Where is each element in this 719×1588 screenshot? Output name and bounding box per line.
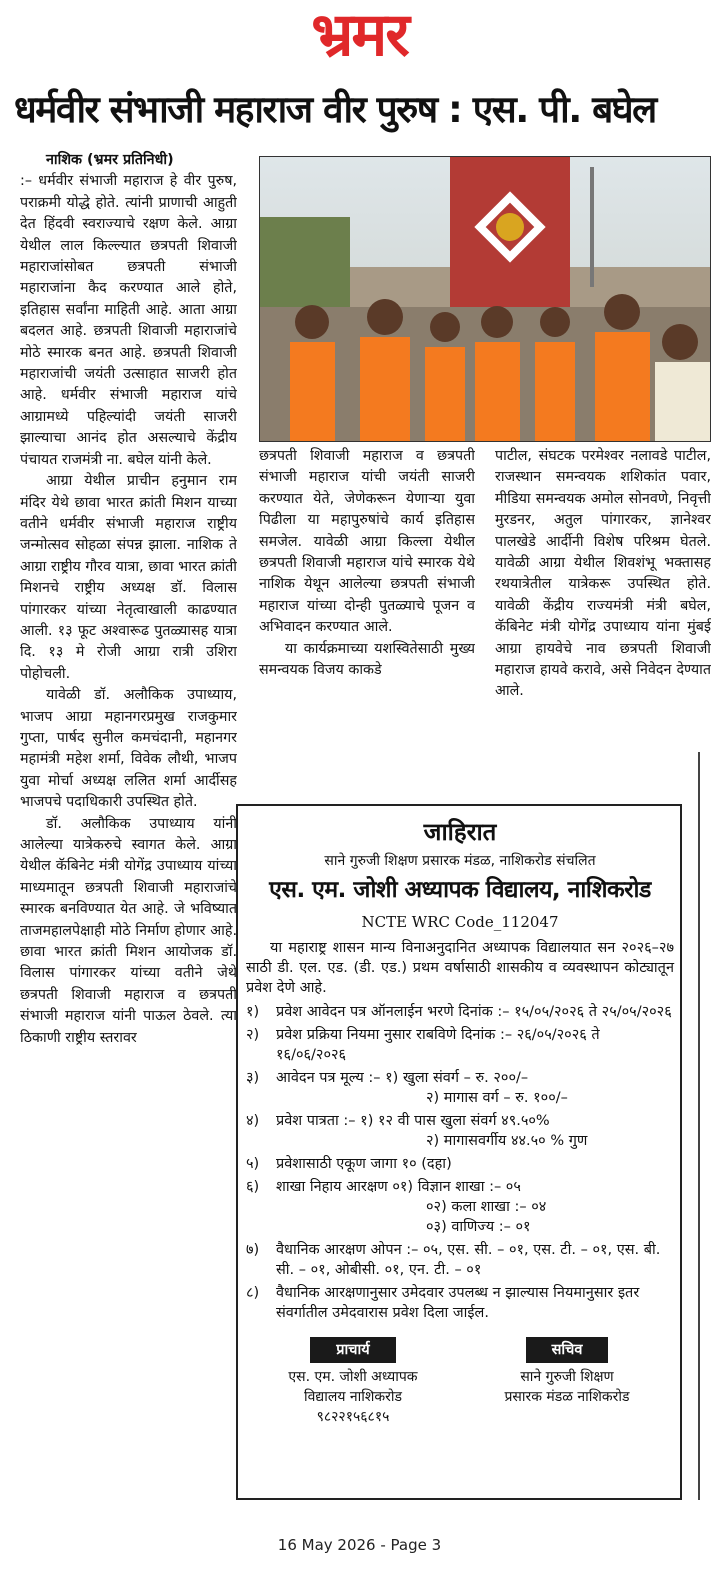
ad-list-item — [246, 1002, 674, 1022]
principal-line: एस. एम. जोशी अध्यापक — [288, 1369, 418, 1385]
ad-item-number: २) — [246, 1027, 260, 1043]
principal-badge: प्राचार्य — [310, 1337, 395, 1363]
ad-signatories — [246, 1337, 674, 1427]
ad-item-text: वैधानिक आरक्षण ओपन :– ०५, एस. सी. – ०१, एस. टी. – ०१, एस. बी. सी. – ०१, ओबीसी. ०१, एन. टी. – ०१ — [276, 1242, 661, 1278]
ad-item-text: शाखा निहाय आरक्षण ०१) विज्ञान शाखा :– ०५ — [276, 1179, 521, 1195]
ad-title: जाहिरात — [423, 818, 497, 846]
article-headline: धर्मवीर संभाजी महाराज वीर पुरुष : एस. पी. बघेल — [14, 88, 656, 131]
ad-item-subline: २) मागासवर्गीय ४४.५० % गुण — [426, 1133, 588, 1149]
ad-list-item — [246, 1068, 674, 1108]
adjacent-article-strip — [698, 752, 719, 1500]
secretary-badge: सचिव — [526, 1337, 609, 1363]
secretary-line: साने गुरुजी शिक्षण — [520, 1369, 614, 1385]
article-dateline: नाशिक (भ्रमर प्रतिनिधी) — [46, 152, 174, 168]
ad-item-number: ३) — [246, 1070, 260, 1086]
ad-item-text: आवेदन पत्र मूल्य :– १) खुला संवर्ग – रु. २००/– — [276, 1070, 529, 1086]
ad-item-number: ७) — [246, 1242, 260, 1258]
ad-ncte-code: NCTE WRC Code_112047 — [361, 913, 559, 931]
ad-item-body — [276, 1177, 674, 1237]
principal-line: विद्यालय नाशिकरोड — [303, 1389, 403, 1405]
masthead-title: भ्रमर — [311, 0, 408, 70]
ad-item-text: प्रवेशासाठी एकूण जागा १० (दहा) — [276, 1156, 452, 1172]
article-paragraph: :– धर्मवीर संभाजी महाराज हे वीर पुरुष, पराक्रमी योद्धे होते. त्यांनी प्राणाची आहुती देत हिंदवी स्वराज्याचे रक्षण केले. आग्रा येथील लाल किल्ल्यात छत्रपती शिवाजी महाराजांसोबत छत्रपती संभाजी महाराजांना कैद करण्यात आले होते, इतिहास सर्वांना माहिती आहे. आता आग्रा बदलत आहे. छत्रपती शिवाजी महाराजांचे मोठे स्मारक बनत आहे. छत्रपती शिवाजी महाराजांची जयंती उत्साहात साजरी होत आहे. धर्मवीर संभाजी महाराज यांचे आग्रामध्ये पहिल्यांदी जयंती साजरी झाल्याचा आनंद होत असल्याचे केंद्रीय पंचायत राजमंत्री ना. बघेल यांनी केले. — [20, 173, 237, 468]
ad-list-item — [246, 1154, 674, 1174]
ad-item-subline: ०२) कला शाखा :– ०४ — [426, 1199, 547, 1215]
ad-list — [246, 1002, 674, 1323]
article-paragraph: छत्रपती शिवाजी महाराज व छत्रपती संभाजी महाराज यांची जयंती साजरी करण्यात येते, जेणेकरून येणाऱ्या युवा पिढीला या महापुरुषांचे कार्य इतिहास समजेल. यावेळी आग्रा किल्ला येथील छत्रपती शिवाजी महाराज यांचे स्मारक येथे नाशिक येथून आलेल्या छत्रपती संभाजी महाराज यांच्या दोन्ही पुतळ्याचे पूजन व अभिवादन करण्यात आले. — [259, 448, 475, 636]
ad-list-item — [246, 1240, 674, 1280]
news-photo-illustration — [260, 157, 710, 441]
admission-advertisement — [236, 804, 682, 1500]
ad-list-item — [246, 1025, 674, 1065]
ad-list-item — [246, 1177, 674, 1237]
article-column-1 — [20, 150, 237, 1528]
article-paragraph: या कार्यक्रमाच्या यशस्वितेसाठी मुख्य समन्वयक विजय काकडे — [259, 640, 475, 679]
page-footer: 16 May 2026 - Page 3 — [277, 1536, 442, 1554]
ad-item-number: ५) — [246, 1156, 260, 1172]
ad-intro: या महाराष्ट्र शासन मान्य विनाअनुदानित अध्यापक विद्यालयात सन २०२६–२७ साठी डी. एल. एड. (डी. एड.) प्रथम वर्षासाठी शासकीय व व्यवस्थापन कोट्यातून प्रवेश देणे आहे. — [246, 940, 674, 996]
article-paragraph: पाटील, संघटक परमेश्वर नलावडे पाटील, राजस्थान समन्वयक शशिकांत पवार, मीडिया समन्वयक अमोल सोनवणे, निवृत्ती मुरडनर, अतुल पांगारकर, ज्ञानेश्वर पालखेडे आर्दीनी विशेष परिश्रम घेतले. यावेळी आग्रा येथील शिवशंभू भक्तासह रथयात्रेतील यात्रेकरू उपस्थित होते. यावेळी केंद्रीय राज्यमंत्री मंत्री बघेल, कॅबिनेट मंत्री योगेंद्र उपाध्याय यांना मुंबई आग्रा हायवेचे नाव छत्रपती शिवाजी महाराज हायवे करावे, असे निवेदन देण्यात आले. — [495, 448, 711, 700]
article-paragraph: यावेळी डॉ. अलौकिक उपाध्याय, भाजप आग्रा महानगरप्रमुख राजकुमार गुप्ता, पार्षद सुनील कमचंदानी, महानगर महामंत्री महेश शर्मा, विवेक लौथी, भाजप युवा मोर्चा अध्यक्ष ललित शर्मा आर्दीसह भाजपचे पदाधिकारी उपस्थित होते. — [20, 687, 237, 811]
ad-item-text: प्रवेश आवेदन पत्र ऑनलाईन भरणे दिनांक :– १५/०५/२०२६ ते २५/०५/२०२६ — [276, 1004, 672, 1020]
secretary-signature — [467, 1337, 667, 1427]
ad-item-number: ६) — [246, 1179, 260, 1195]
principal-signature — [253, 1337, 453, 1427]
article-paragraph: डॉ. अलौकिक उपाध्याय यांनी आलेल्या यात्रेकरुचे स्वागत केले. आग्रा येथील कॅबिनेट मंत्री योगेंद्र उपाध्याय यांच्या माध्यमातून छत्रपती शिवाजी महाराजांचे स्मारक बनविण्यात येत आहे. जे भविष्यात ताजमहालपेक्षाही मोठे निर्माण होणार आहे. छावा भारत क्रांती मिशन आयोजक डॉ. विलास पांगारकर यांच्या वतीने जेथे छत्रपती शिवाजी महाराज व छत्रपती संभाजी महाराज यांनी पाऊल ठेवले. त्या ठिकाणी राष्ट्रीय स्तरावर — [20, 815, 237, 1046]
ad-item-text: प्रवेश पात्रता :– १) १२ वी पास खुला संवर्ग ४९.५०% — [276, 1113, 550, 1129]
ad-list-item — [246, 1111, 674, 1151]
ad-item-number: ४) — [246, 1113, 260, 1129]
ad-item-subline: ०३) वाणिज्य :– ०१ — [426, 1219, 531, 1235]
principal-phone: ९८२२१५६८१५ — [316, 1409, 390, 1425]
article-column-2 — [259, 446, 475, 794]
ad-item-number: १) — [246, 1004, 260, 1020]
ad-item-subline: २) मागास वर्ग – रु. १००/– — [426, 1090, 568, 1106]
secretary-line: प्रसारक मंडळ नाशिकरोड — [504, 1389, 630, 1405]
ad-organization: साने गुरुजी शिक्षण प्रसारक मंडळ, नाशिकरोड संचलित — [324, 853, 596, 869]
ad-item-body — [276, 1068, 674, 1108]
ad-school-name: एस. एम. जोशी अध्यापक विद्यालय, नाशिकरोड — [269, 877, 651, 903]
ad-item-text: वैधानिक आरक्षणानुसार उमेदवार उपलब्ध न झाल्यास नियमानुसार इतर संवर्गातील उमेदवारास प्रवेश दिला जाईल. — [276, 1285, 640, 1321]
ad-item-body — [276, 1111, 674, 1151]
article-paragraph: आग्रा येथील प्राचीन हनुमान राम मंदिर येथे छावा भारत क्रांती मिशन याच्या वतीने धर्मवीर संभाजी महाराज राष्ट्रीय जन्मोत्सव सोहळा संपन्न झाला. नाशिक ते आग्रा राष्ट्रीय गौरव यात्रा, छावा भारत क्रांती मिशनचे राष्ट्रीय अध्यक्ष डॉ. विलास पांगारकर यांच्या नेतृत्वाखाली काढण्यात आली. १३ फूट अश्वारूढ पुतळ्यासह यात्रा दि. १३ मे रोजी आग्रा रात्री उशिरा पोहोचली. — [20, 473, 237, 682]
article-column-3 — [495, 446, 711, 794]
masthead-logo — [0, 0, 719, 70]
ad-list-item — [246, 1283, 674, 1323]
ad-item-number: ८) — [246, 1285, 260, 1301]
news-photo — [259, 156, 711, 442]
ad-item-text: प्रवेश प्रक्रिया नियमा नुसार राबविणे दिनांक :– २६/०५/२०२६ ते १६/०६/२०२६ — [276, 1027, 600, 1063]
